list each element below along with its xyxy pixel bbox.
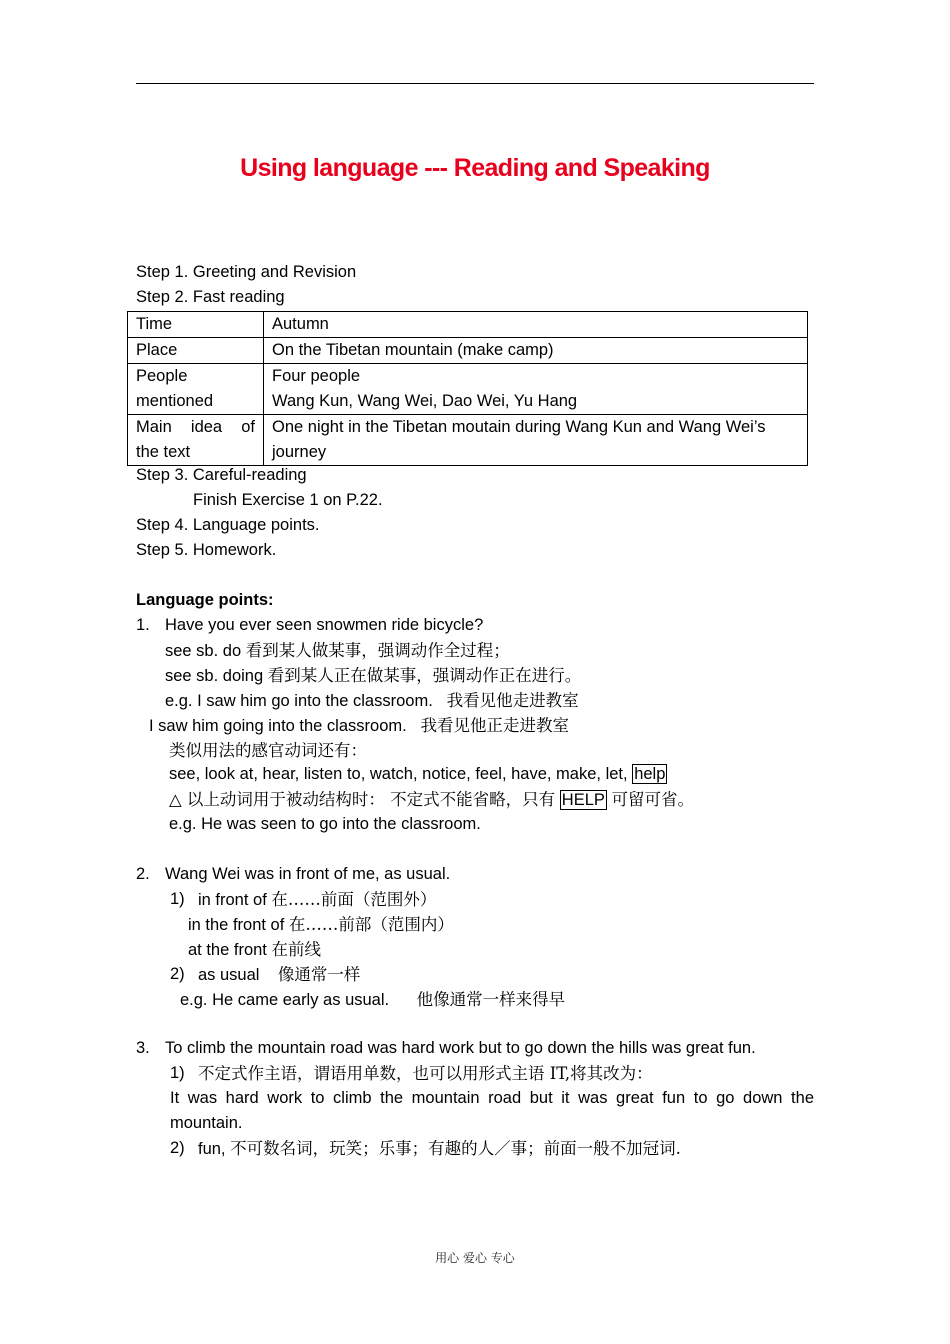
step-3-sub: Finish Exercise 1 on P.22. [193,491,383,509]
point-3-text: To climb the mountain road was hard work but to go down the hills was great fun. [165,1039,756,1057]
page-footer: 用心 爱心 专心 [435,1251,515,1265]
note-text: 可留可省。 [611,790,694,809]
table-cell-line: the text [136,443,191,461]
point-1-number: 1. [136,616,150,634]
step-2: Step 2. Fast reading [136,288,285,306]
note-text: △ 以上动词用于被动结构时： 不定式不能省略，只有 [169,790,556,809]
language-points-heading: Language points: [136,591,274,609]
point-3-number: 3. [136,1039,150,1057]
table-cell-key [128,364,264,415]
phrase-cn: 像通常一样 [277,965,361,984]
table-cell-value [264,415,808,466]
point-1-example-1 [165,688,579,714]
table-cell-line: journey [272,443,327,461]
phrase: at the front [188,941,267,959]
phrase-cn: 看到某人做某事，强调动作全过程； [245,641,510,660]
table-cell-line: Wang Kun, Wang Wei, Dao Wei, Yu Hang [272,392,578,410]
table-cell-line: mentioned [136,392,214,410]
example: I saw him going into the classroom. [149,717,407,735]
point-3-sub-2-number: 2) [170,1139,185,1157]
phrase-cn: 在前线 [271,940,321,959]
table-cell-line: People [136,367,188,385]
boxed-word: HELP [561,791,605,809]
table-cell-key: Place [128,338,264,364]
table-cell-line: Main idea of [136,418,255,436]
table-row [128,338,808,364]
table-cell-key: Time [128,312,264,338]
table-cell-value: Autumn [264,312,808,338]
page-title: Using language --- Reading and Speaking [240,154,710,182]
point-1-example-2 [149,713,569,739]
boxed-word: help [634,765,666,783]
example-cn: 他像通常一样来得早 [416,990,566,1009]
point-1-line-b [165,663,581,689]
example: e.g. I saw him go into the classroom. [165,692,433,710]
point-2-number: 2. [136,865,150,883]
phrase-cn: 在……前面（范围外） [271,890,437,909]
point-3-sub-2 [198,1136,681,1162]
step-5: Step 5. Homework. [136,541,277,559]
step-4: Step 4. Language points. [136,516,320,534]
point-2-sub-1b [188,912,454,938]
phrase: fun, [198,1140,226,1158]
step-1: Step 1. Greeting and Revision [136,263,357,281]
point-2-sub-1-number: 1) [170,890,185,908]
point-1-similar: 类似用法的感官动词还有： [169,741,367,760]
phrase-cn: 看到某人正在做某事，强调动作正在进行。 [267,666,582,685]
table-cell-key [128,415,264,466]
phrase-cn: 不可数名词，玩笑；乐事；有趣的人／事；前面一般不加冠词. [230,1139,681,1158]
example: e.g. He came early as usual. [180,991,390,1009]
point-3-sub-1-number: 1) [170,1064,185,1082]
point-2-sub-1 [198,887,436,913]
table-cell-value [264,364,808,415]
point-1-text: Have you ever seen snowmen ride bicycle? [165,616,484,634]
point-2-sub-2-number: 2) [170,965,185,983]
table-row [128,415,808,466]
table-cell-value: On the Tibetan mountain (make camp) [264,338,808,364]
phrase: in front of [198,891,267,909]
point-2-text: Wang Wei was in front of me, as usual. [165,865,451,883]
point-1-example-3: e.g. He was seen to go into the classroom. [169,815,481,833]
phrase-cn: 在……前部（范围内） [288,915,454,934]
example-cn: 我看见他走进教室 [446,691,579,710]
phrase: as usual [198,966,260,984]
table-cell-line: One night in the Tibetan moutain during Wang Kun and Wang Wei’s [272,418,766,436]
point-1-line-a [165,638,510,664]
phrase: see sb. doing [165,667,264,685]
example-cn: 我看见他正走进教室 [420,716,569,735]
step-3: Step 3. Careful-reading [136,466,307,484]
point-1-verbs [169,762,667,787]
table-cell-line: Four people [272,367,361,385]
point-2-example [180,987,565,1013]
point-1-note [169,787,694,813]
point-3-rewrite-line-2: mountain. [170,1114,243,1132]
table-row [128,364,808,415]
point-2-sub-1c [188,937,321,963]
phrase: see sb. do [165,642,242,660]
fast-reading-table [127,311,808,466]
point-2-sub-2 [198,962,360,988]
table-row [128,312,808,338]
point-3-sub-1: 不定式作主语，谓语用单数，也可以用形式主语 IT,将其改为： [198,1064,653,1083]
point-3-rewrite-line-1: It was hard work to climb the mountain road but it was great fun to go down the [170,1089,814,1107]
verb-list: see, look at, hear, listen to, watch, notice, feel, have, make, let, [169,765,628,783]
header-rule [136,83,814,84]
phrase: in the front of [188,916,285,934]
